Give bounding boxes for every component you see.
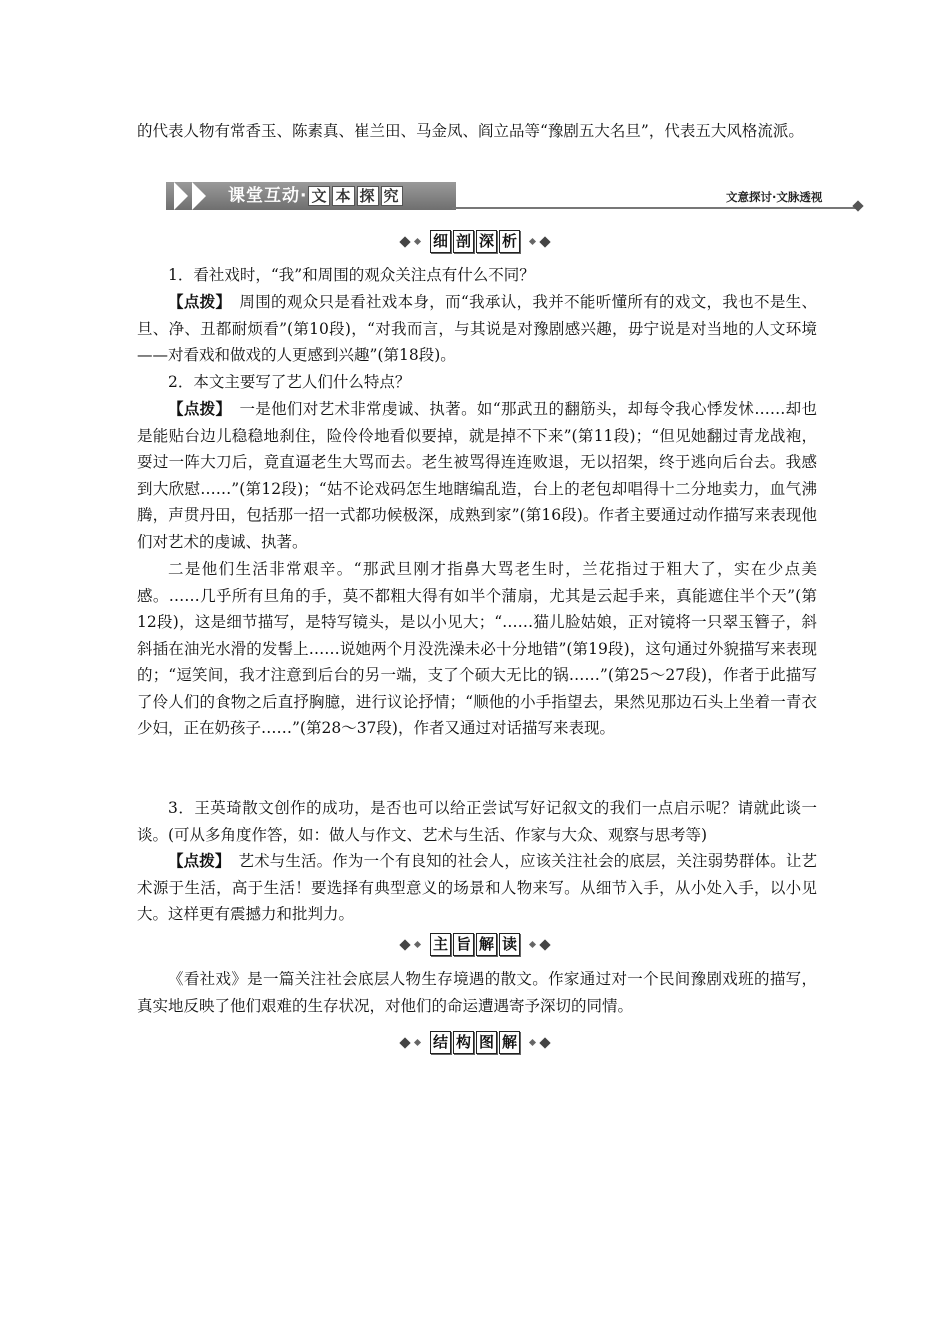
banner-box-char: 文 <box>308 186 330 206</box>
section-header-analysis <box>0 230 950 256</box>
section-char: 结 <box>430 1031 451 1054</box>
answer-2b: 二是他们生活非常艰辛。“那武旦刚才指鼻大骂老生时，兰花指过于粗大了，实在少点美感。……几乎所有旦角的手，莫不都粗大得有如半个蒲扇，尤其是云起手来，真能遮住半个天”(第12段)，这是细节描写，是特写镜头，是以小见大；“……猫儿脸姑娘，正对镜将一只翠玉簪子，斜斜插在油光水滑的发髻上……说她两个月没洗澡未必十分地错”(第19段)，这句通过外貌描写来表现的；“逗笑间，我才注意到后台的另一端，支了个硕大无比的锅……”(第25～27段)，作者于此描写了伶人们的食物之后直抒胸臆，进行议论抒情；“顺他的小手指望去，果然见那边石头上坐着一青衣少妇，正在奶孩子……”(第28～37段)，作者又通过对话描写来表现。 <box>137 560 817 737</box>
section-char: 深 <box>476 230 497 253</box>
section-char: 剖 <box>453 230 474 253</box>
banner-rule <box>452 207 857 209</box>
section-char: 细 <box>430 230 451 253</box>
section-header-theme <box>0 933 950 959</box>
intro-paragraph: 的代表人物有常香玉、陈素真、崔兰田、马金凤、阎立品等“豫剧五大名旦”，代表五大风格流派。 <box>137 122 804 140</box>
section-char: 旨 <box>453 933 474 956</box>
diamond-icon <box>539 236 550 247</box>
banner-title-text: 课堂互动· <box>228 186 308 206</box>
section-char: 读 <box>499 933 520 956</box>
answer-tag: 【点拨】 <box>168 292 224 311</box>
answer-1 <box>137 289 817 369</box>
section-char: 主 <box>430 933 451 956</box>
section-banner <box>166 180 866 214</box>
diamond-icon <box>529 238 536 245</box>
section-char: 构 <box>453 1031 474 1054</box>
diamond-icon <box>399 1037 410 1048</box>
banner-box-char: 探 <box>357 186 379 206</box>
banner-title <box>228 182 404 210</box>
question-1: 1．看社戏时，“我”和周围的观众关注点有什么不同？ <box>168 266 535 284</box>
chevron-icon <box>192 182 206 210</box>
section-header-structure <box>0 1031 950 1057</box>
diamond-icon <box>414 238 421 245</box>
section-char: 解 <box>499 1031 520 1054</box>
theme-paragraph: 《看社戏》是一篇关注社会底层人物生存境遇的散文。作家通过对一个民间豫剧戏班的描写，真实地反映了他们艰难的生存状况，对他们的命运遭遇寄予深切的同情。 <box>137 970 817 1015</box>
banner-box-char: 本 <box>332 186 354 206</box>
question-3: 3．王英琦散文创作的成功，是否也可以给正尝试写好记叙文的我们一点启示呢？请就此谈一谈。(可从多角度作答，如：做人与作文、艺术与生活、作家与大众、观察与思考等) <box>137 799 817 844</box>
answer-3-text: 艺术与生活。作为一个有良知的社会人，应该关注社会的底层，关注弱势群体。让艺术源于生活，高于生活！要选择有典型意义的场景和人物来写。从细节入手，从小处入手，以小见大。这样更有震撼力和批判力。 <box>137 852 817 923</box>
question-2: 2．本文主要写了艺人们什么特点？ <box>168 373 411 391</box>
diamond-icon <box>414 1039 421 1046</box>
answer-tag: 【点拨】 <box>168 851 223 870</box>
answer-2a-text: 一是他们对艺术非常虔诚、执著。如“那武丑的翻筋头，却每令我心悸发怵……却也是能贴台边儿稳稳地刹住，险伶伶地看似要掉，就是掉不下来”(第11段)；“但见她翻过青龙战袍，耍过一阵大刀后，竟直逼老生大骂而去。老生被骂得连连败退，无以招架，终于逃向后台去。我感到大欣慰……”(第12段)；“姑不论戏码怎生地瞎编乱造，台上的老包却唱得十二分地卖力，血气沸腾，声贯丹田，包括那一招一式都功候极深，成熟到家”(第16段)。作者主要通过动作描写来表现他们对艺术的虔诚、执著。 <box>137 400 817 551</box>
section-char: 析 <box>499 230 520 253</box>
diamond-icon <box>539 1037 550 1048</box>
banner-subtitle: 文意探讨·文脉透视 <box>726 190 823 204</box>
chevron-icon <box>174 182 188 210</box>
diamond-icon <box>539 939 550 950</box>
answer-3 <box>137 848 817 928</box>
diamond-icon <box>399 236 410 247</box>
diamond-icon <box>414 941 421 948</box>
answer-2a <box>137 396 817 555</box>
diamond-icon <box>529 1039 536 1046</box>
answer-1-text: 周围的观众只是看社戏本身，而“我承认，我并不能听懂所有的戏文，我也不是生、旦、净、丑都耐烦看”(第10段)，“对我而言，与其说是对豫剧感兴趣，毋宁说是对当地的人文环境——对看戏和做戏的人更感到兴趣”(第18段)。 <box>137 293 817 364</box>
banner-box-char: 究 <box>381 186 403 206</box>
diamond-icon <box>399 939 410 950</box>
section-char: 解 <box>476 933 497 956</box>
answer-tag: 【点拨】 <box>168 399 224 418</box>
diamond-icon <box>852 200 863 211</box>
diamond-icon <box>529 941 536 948</box>
section-char: 图 <box>476 1031 497 1054</box>
